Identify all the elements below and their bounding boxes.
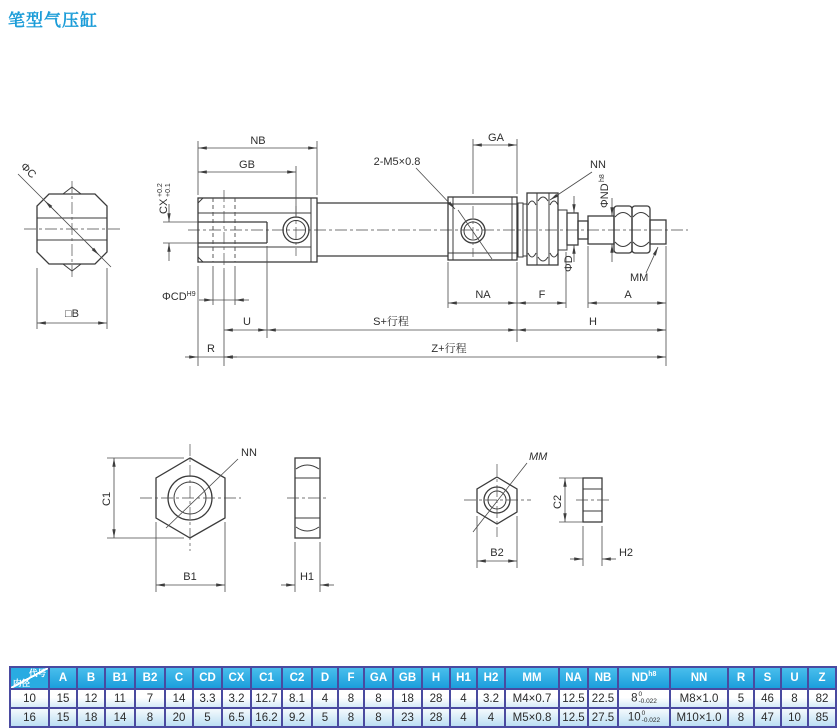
- svg-text:ΦND: ΦND: [599, 183, 611, 208]
- table-cell: 20: [165, 708, 193, 727]
- table-cell: M10×1.0: [670, 708, 728, 727]
- table-cell: 8: [338, 689, 364, 708]
- table-cell: M5×0.8: [505, 708, 559, 727]
- table-cell: 9.2: [282, 708, 312, 727]
- dim-r: R: [207, 343, 215, 355]
- column-header-S: S: [754, 667, 781, 689]
- table-cell: M8×1.0: [670, 689, 728, 708]
- table-cell: 8: [135, 708, 165, 727]
- svg-text:+0.1: +0.1: [165, 183, 172, 197]
- table-cell: 8: [338, 708, 364, 727]
- table-cell: 8: [364, 689, 393, 708]
- label-mm-detail: MM: [529, 451, 548, 463]
- dim-u: U: [243, 316, 251, 328]
- table-cell: 12.5: [559, 689, 588, 708]
- table-body: [10, 689, 836, 727]
- column-header-R: R: [728, 667, 754, 689]
- column-header-C1: C1: [251, 667, 282, 689]
- table-cell: 28: [422, 689, 450, 708]
- table-cell: 4: [312, 689, 338, 708]
- svg-text:ΦD: ΦD: [563, 255, 575, 272]
- bore-cell: 16: [10, 708, 49, 727]
- lower-dimensions: [162, 246, 666, 366]
- column-header-H1: H1: [450, 667, 477, 689]
- dim-c1: [101, 492, 113, 506]
- table-cell: 14: [105, 708, 135, 727]
- table-cell: 16.2: [251, 708, 282, 727]
- table-cell: 5: [193, 708, 222, 727]
- table-cell: 12: [77, 689, 105, 708]
- table-cell: 18: [77, 708, 105, 727]
- dim-gb: GB: [239, 159, 255, 171]
- label-nn: NN: [590, 159, 606, 171]
- dim-cx: [157, 183, 172, 214]
- table-cell: 12.7: [251, 689, 282, 708]
- column-header-H2: H2: [477, 667, 505, 689]
- nut-nn-detail: [101, 444, 334, 592]
- svg-text:C2: C2: [552, 494, 564, 509]
- table-cell: 22.5: [588, 689, 618, 708]
- column-header-CD: CD: [193, 667, 222, 689]
- svg-text:+0.2: +0.2: [157, 183, 164, 197]
- table-cell: 4: [450, 708, 477, 727]
- column-header-MM: MM: [505, 667, 559, 689]
- column-header-B2: B2: [135, 667, 165, 689]
- table-cell: 4: [477, 708, 505, 727]
- table-cell: 15: [49, 708, 77, 727]
- column-header-Z: Z: [808, 667, 836, 689]
- table-row-bore-10: [10, 689, 836, 708]
- table-cell: 23: [393, 708, 422, 727]
- dim-phi-c: ΦC: [17, 160, 39, 181]
- svg-text:CX: CX: [158, 198, 170, 214]
- dim-b2: B2: [490, 547, 504, 559]
- table-cell: 18: [393, 689, 422, 708]
- column-header-F: F: [338, 667, 364, 689]
- table-cell: 47: [754, 708, 781, 727]
- dim-s-stroke: S+行程: [373, 316, 409, 328]
- dim-f: F: [538, 289, 546, 301]
- column-header-B: B: [77, 667, 105, 689]
- table-cell: 3.2: [477, 689, 505, 708]
- column-header-A: A: [49, 667, 77, 689]
- dim-b1: B1: [183, 571, 197, 583]
- column-header-B1: B1: [105, 667, 135, 689]
- table-cell: 27.5: [588, 708, 618, 727]
- table-cell: M4×0.7: [505, 689, 559, 708]
- table-cell: 8: [781, 689, 808, 708]
- table-cell: 82: [808, 689, 836, 708]
- table-cell: 7: [135, 689, 165, 708]
- dim-c2: [552, 495, 564, 509]
- column-header-NN: NN: [670, 667, 728, 689]
- table-cell: 85: [808, 708, 836, 727]
- column-header-U: U: [781, 667, 808, 689]
- table-cell: 8: [364, 708, 393, 727]
- column-header-H: H: [422, 667, 450, 689]
- table-cell: 46: [754, 689, 781, 708]
- table-corner-header: 代号 内径: [10, 667, 49, 689]
- dim-phi-d: [563, 255, 575, 272]
- cylinder-side-view: [188, 190, 688, 270]
- column-header-C: C: [165, 667, 193, 689]
- column-header-D: D: [312, 667, 338, 689]
- table-cell: 15: [49, 689, 77, 708]
- table-cell: 8: [728, 708, 754, 727]
- dim-a: A: [624, 289, 632, 301]
- dim-phi-nd: [599, 174, 611, 208]
- column-header-ND: $ND^{h8}$: [618, 667, 670, 689]
- table-row-bore-16: [10, 708, 836, 727]
- table-cell: 6.5: [222, 708, 251, 727]
- table-cell: 5: [728, 689, 754, 708]
- nut-mm-detail: [464, 451, 633, 568]
- table-cell: 8 0 -0.022: [618, 689, 670, 708]
- dimension-table-wrap: [9, 666, 829, 728]
- dim-phi-cd: $\Phi CD^{H9}$: [162, 291, 196, 303]
- dim-square-b: □B: [65, 308, 79, 320]
- label-ports: 2-M5×0.8: [373, 156, 421, 168]
- dim-h1: H1: [299, 571, 315, 583]
- table-cell: 14: [165, 689, 193, 708]
- end-view: [18, 161, 120, 329]
- column-header-NA: NA: [559, 667, 588, 689]
- svg-text:h8: h8: [599, 174, 606, 182]
- bore-cell: 10: [10, 689, 49, 708]
- table-cell: 12.5: [559, 708, 588, 727]
- table-cell: 3.2: [222, 689, 251, 708]
- upper-dimensions: [157, 132, 658, 284]
- dim-ga: GA: [488, 132, 504, 144]
- table-cell: 4: [450, 689, 477, 708]
- page-title: 笔型气压缸: [8, 11, 98, 30]
- dim-h2: H2: [618, 547, 634, 559]
- dimension-table: [9, 666, 837, 728]
- dim-nb: NB: [250, 135, 266, 147]
- dim-z-stroke: Z+行程: [431, 343, 467, 355]
- dim-na: NA: [475, 289, 491, 301]
- table-cell: 8.1: [282, 689, 312, 708]
- table-cell: 5: [312, 708, 338, 727]
- table-cell: 28: [422, 708, 450, 727]
- label-mm: MM: [630, 272, 649, 284]
- table-cell: 10: [781, 708, 808, 727]
- column-header-C2: C2: [282, 667, 312, 689]
- label-nn-detail: NN: [241, 447, 257, 459]
- table-cell: 3.3: [193, 689, 222, 708]
- column-header-NB: NB: [588, 667, 618, 689]
- table-cell: 10 0 -0.022: [618, 708, 670, 727]
- table-cell: 11: [105, 689, 135, 708]
- svg-text:C1: C1: [101, 491, 113, 506]
- table-header-row: [10, 667, 836, 689]
- column-header-CX: CX: [222, 667, 251, 689]
- column-header-GB: GB: [393, 667, 422, 689]
- dim-h: H: [589, 316, 597, 328]
- column-header-GA: GA: [364, 667, 393, 689]
